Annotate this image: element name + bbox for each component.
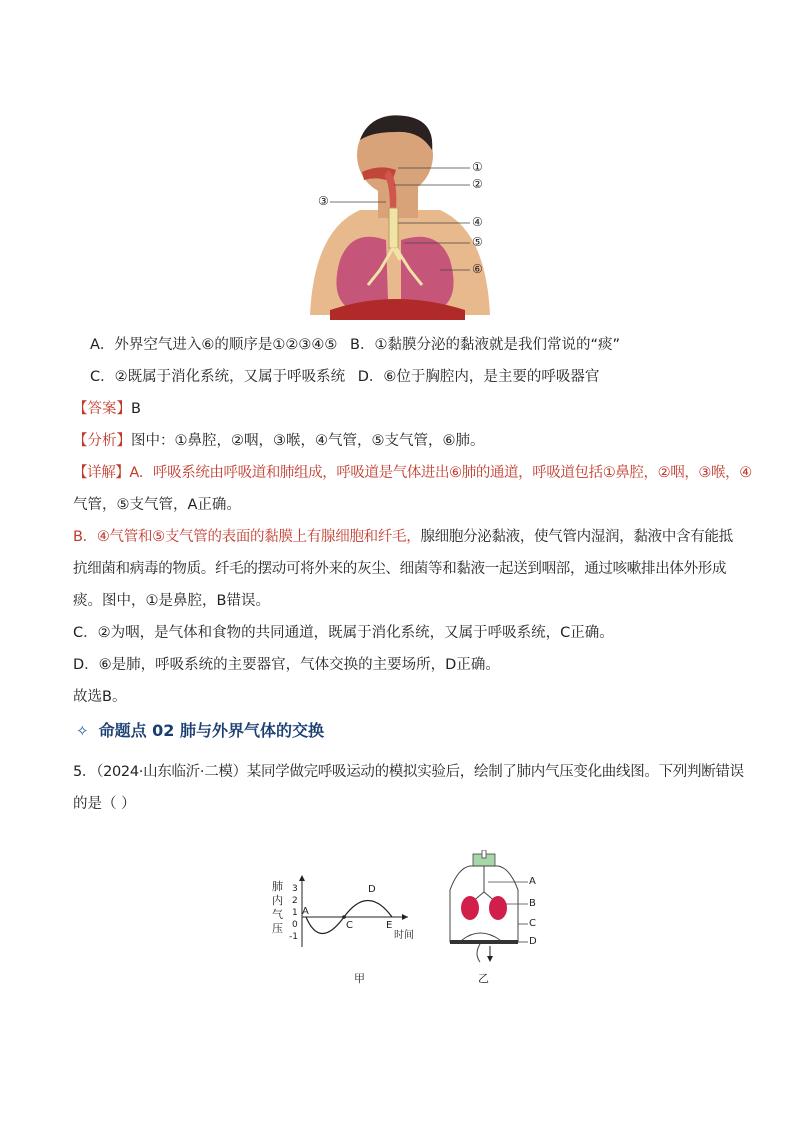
y-axis-label-char: 内 <box>272 894 283 907</box>
x-axis-arrow <box>402 914 408 920</box>
pressure-curve-figure <box>272 870 432 985</box>
option-d: D．⑥位于胸腔内，是主要的呼吸器官 <box>357 369 600 385</box>
y-tick-3: 3 <box>292 884 298 894</box>
label-1: ① <box>472 160 483 174</box>
options-row-2 <box>90 366 599 388</box>
left-balloon-shape <box>461 896 479 920</box>
analysis-tag: 【分析】 <box>73 433 131 449</box>
point-c-label: C <box>346 920 353 931</box>
bell-jar-figure <box>440 850 550 985</box>
detail-a1: A．呼吸系统由呼吸道和肺组成，呼吸道是气体进出⑥肺的通道，呼吸道包括①鼻腔，②咽，③喉，④ <box>129 465 752 481</box>
y-tick-0: 0 <box>292 920 298 930</box>
y-axis-label-char: 气 <box>272 908 283 921</box>
label-6: ⑥ <box>472 262 483 276</box>
y-tick-neg1: -1 <box>289 932 298 942</box>
question-text-2: 的是（ ） <box>73 796 136 812</box>
y-axis-arrow <box>299 875 305 881</box>
detail-d1: D．⑥是肺，呼吸系统的主要器官，气体交换的主要场所，D正确。 <box>73 657 500 673</box>
y-tube-shape <box>472 866 496 902</box>
option-a: A．外界空气进入⑥的顺序是①②③④⑤ <box>90 337 338 353</box>
section-title: 命题点 02 肺与外界气体的交换 <box>98 721 324 740</box>
options-row-1 <box>90 334 620 356</box>
detail-b2: 抗细菌和病毒的物质。纤毛的摆动可将外来的灰尘、细菌等和黏液一起送到咽部，通过咳嗽排出体外形成 <box>73 561 727 577</box>
answer-tag: 【答案】 <box>73 401 131 417</box>
detail-c1: C．②为咽，是气体和食物的共同通道，既属于消化系统，又属于呼吸系统，C正确。 <box>73 625 614 641</box>
pull-arrow-head <box>487 956 493 962</box>
tube-top-shape <box>482 850 486 858</box>
option-b: B．①黏膜分泌的黏液就是我们常说的“痰” <box>350 337 621 353</box>
star-icon: ✧ <box>76 722 89 740</box>
y-axis-label-char: 压 <box>272 922 283 935</box>
jar-label-d: D <box>529 936 537 947</box>
option-c: C．②既属于消化系统，又属于呼吸系统 <box>90 369 346 385</box>
y-tick-2: 2 <box>292 896 298 906</box>
detail-b1-red: B．④气管和⑤支气管的表面的黏膜上有腺细胞和纤毛， <box>73 529 421 545</box>
caption-jia: 甲 <box>354 972 365 985</box>
detail-a2: 气管，⑤支气管，A正确。 <box>73 497 241 513</box>
detail-line-b2 <box>73 558 726 580</box>
detail-tag: 【详解】 <box>73 465 130 481</box>
bell-jar-svg <box>440 850 550 970</box>
point-c-marker <box>342 915 346 919</box>
question-line-1 <box>73 761 744 783</box>
jar-label-b: B <box>529 898 536 909</box>
detail-line-d1 <box>73 654 500 676</box>
point-a-label: A <box>302 906 309 917</box>
detail-line-end <box>73 686 126 708</box>
jar-label-a: A <box>529 876 536 887</box>
respiratory-illustration <box>300 110 500 320</box>
answer-line <box>73 398 141 420</box>
point-e-label: E <box>386 920 393 931</box>
analysis-text: 图中：①鼻腔，②咽，③喉，④气管，⑤支气管，⑥肺。 <box>131 433 485 449</box>
label-2: ② <box>472 177 483 191</box>
pull-string-shape <box>477 944 480 962</box>
detail-line-c1 <box>73 622 614 644</box>
caption-yi: 乙 <box>478 972 489 985</box>
y-axis-label <box>272 880 286 936</box>
detail-line-a1 <box>73 462 752 484</box>
label-5: ⑤ <box>472 235 483 249</box>
right-balloon-shape <box>489 896 507 920</box>
detail-line-b1 <box>73 526 733 548</box>
y-tick-1: 1 <box>292 908 298 918</box>
base-plate-shape <box>450 940 518 944</box>
jar-label-c: C <box>529 918 536 929</box>
analysis-line <box>73 430 485 452</box>
x-axis-label: 时间 <box>394 930 414 941</box>
trachea-shape <box>389 208 398 248</box>
label-4: ④ <box>472 215 483 229</box>
membrane-shape <box>462 933 500 940</box>
detail-b3: 痰。图中，①是鼻腔，B错误。 <box>73 593 270 609</box>
detail-b1-rest: 腺细胞分泌黏液，使气管内湿润，黏液中含有能抵 <box>420 529 733 545</box>
question-line-2 <box>73 793 136 815</box>
detail-end: 故选B。 <box>73 689 127 705</box>
answer-value: B <box>131 401 141 417</box>
respiratory-system-figure <box>300 110 500 320</box>
y-axis-label-char: 肺 <box>272 880 283 893</box>
detail-line-a2 <box>73 494 241 516</box>
label-3: ③ <box>318 194 329 208</box>
question-text-1: 5．（2024·山东临沂·二模）某同学做完呼吸运动的模拟实验后，绘制了肺内气压变化曲线图。下列判断错误 <box>73 764 744 780</box>
point-d-label: D <box>368 884 376 895</box>
detail-line-b3 <box>73 590 270 612</box>
section-heading <box>76 718 324 741</box>
